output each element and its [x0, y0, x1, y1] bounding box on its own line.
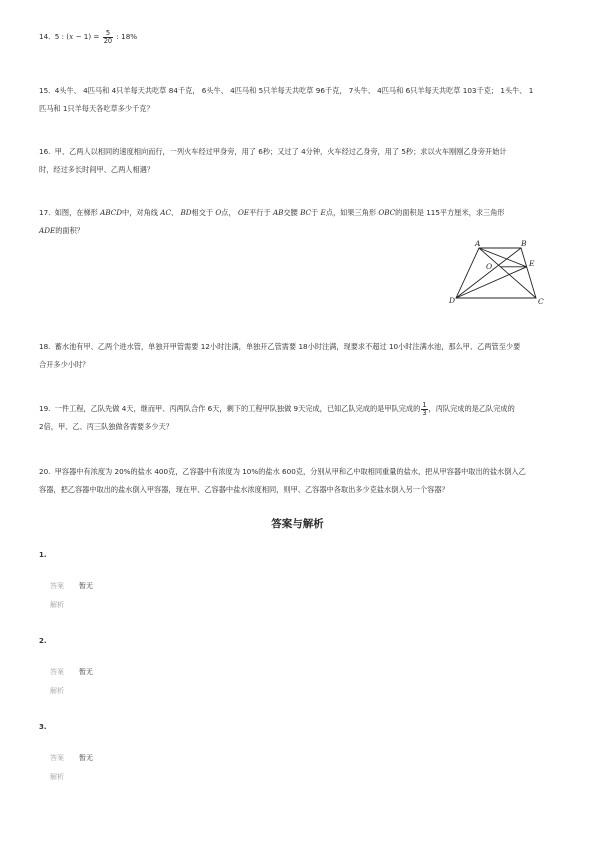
variable: x	[69, 32, 74, 41]
answer-label: 答案	[50, 582, 64, 590]
analysis-label: 解析	[50, 601, 64, 609]
question-number: 16.	[39, 147, 51, 156]
question-text: 4头牛、 4匹马和 4只羊每天共吃草 84千克， 6头牛、 4匹马和 5只羊每天共吃草 96千克， 7头牛、 4匹马和 6只羊每天共吃草 103千克； 1头牛、 1	[54, 86, 534, 95]
math-label: AB	[272, 208, 284, 217]
question-text: 合开多少小时？	[39, 360, 90, 369]
question-text: 平行于	[249, 208, 273, 217]
question-17	[39, 204, 559, 240]
question-text: 的面积是 115平方厘米，求三角形	[395, 208, 505, 217]
question-number: 19.	[39, 404, 51, 413]
question-text: 容器，把乙容器中取出的盐水倒入甲容器，现在甲、乙容器中盐水浓度相同，则甲、乙容器中各取出多少克盐水倒入另一个容器？	[39, 485, 449, 494]
vertex-label-a: A	[475, 239, 481, 248]
segment-de	[456, 267, 527, 298]
equation-part: − 1) =	[73, 32, 102, 41]
fraction-denominator: 3	[422, 408, 427, 417]
trapezoid-outline	[456, 248, 536, 298]
point-label-e: E	[529, 259, 535, 268]
answer-label: 答案	[50, 668, 64, 676]
vertex-label-c: C	[538, 297, 544, 306]
diagonal-ac	[479, 248, 536, 298]
question-text: 中，对角线	[122, 208, 161, 217]
question-15	[39, 82, 559, 118]
math-label: BC	[300, 208, 312, 217]
question-text: 蓄水池有甲、乙两个进水管，单独开甲管需要 12小时注满，单独开乙管需要 18小时注满，现要求不超过 10小时注满水池，那么甲、乙两管至少要	[54, 342, 521, 351]
answer-value: 暂无	[79, 668, 93, 676]
question-number: 18.	[39, 342, 51, 351]
analysis-label: 解析	[50, 773, 64, 781]
answer-label: 答案	[50, 754, 64, 762]
fraction-numerator: 1	[422, 400, 427, 409]
math-label: OBC	[378, 208, 396, 217]
equation-part: 5 : (	[54, 32, 70, 41]
question-14	[39, 28, 559, 46]
question-text: 2倍，甲、乙、丙三队独做各需要多少天？	[39, 422, 173, 431]
answer-number: 3.	[39, 723, 47, 731]
math-label: ABCD	[100, 208, 123, 217]
question-text: 的面积？	[55, 226, 84, 235]
fraction	[421, 402, 427, 417]
question-text: 点，	[221, 208, 238, 217]
fraction-denominator: 20	[103, 36, 113, 45]
math-label: BD	[180, 208, 192, 217]
question-text: 时，经过多长时间甲、乙两人相遇？	[39, 165, 155, 174]
diagonal-bd	[456, 248, 521, 298]
answer-number: 2.	[39, 637, 47, 645]
answer-value: 暂无	[79, 582, 93, 590]
question-number: 14.	[39, 32, 51, 41]
question-text: 、	[170, 208, 181, 217]
question-text: 匹马和 1只羊每天各吃草多少千克？	[39, 104, 154, 113]
math-label: O	[215, 208, 222, 217]
question-19	[39, 400, 559, 436]
question-text: ，丙队完成的是乙队完成的	[428, 404, 515, 413]
question-text: 如图，在梯形	[54, 208, 101, 217]
trapezoid-diagram	[447, 238, 552, 308]
math-label: AC	[160, 208, 171, 217]
math-label: ADE	[39, 226, 56, 235]
vertex-label-b: B	[521, 239, 527, 248]
question-text: 相交于	[191, 208, 216, 217]
analysis-label: 解析	[50, 687, 64, 695]
point-label-o: O	[486, 262, 493, 271]
answers-section-title: 答案与解析	[271, 518, 324, 530]
question-20	[39, 463, 559, 499]
fraction-numerator: 5	[105, 28, 111, 37]
equation-part: : 18%	[114, 32, 138, 41]
question-text: 甲、乙两人以相同的速度相向而行，一列火车经过甲身旁，用了 6秒；又过了 4分钟，火车经过乙身旁，用了 5秒；求以火车刚刚乙身旁开始计	[54, 147, 507, 156]
question-text: 甲容器中有浓度为 20%的盐水 400克，乙容器中有浓度为 10%的盐水 600克，分别从甲和乙中取相同重量的盐水，把从甲容器中取出的盐水倒入乙	[54, 467, 526, 476]
question-number: 17.	[39, 208, 51, 217]
question-16	[39, 143, 559, 179]
fraction	[103, 30, 113, 45]
question-text: 点，如果三角形	[325, 208, 379, 217]
question-number: 20.	[39, 467, 51, 476]
question-number: 15.	[39, 86, 51, 95]
question-18	[39, 338, 559, 374]
question-text: 一件工程，乙队先做 4天，继而甲、丙两队合作 6天，剩下的工程甲队独做 9天完成，已知乙队完成的是甲队完成的	[54, 404, 421, 413]
answer-value: 暂无	[79, 754, 93, 762]
math-label: OE	[237, 208, 250, 217]
math-label: E	[320, 208, 326, 217]
question-text: 于	[311, 208, 321, 217]
answer-number: 1.	[39, 551, 47, 559]
vertex-label-d: D	[449, 296, 456, 305]
question-text: 交腰	[283, 208, 301, 217]
